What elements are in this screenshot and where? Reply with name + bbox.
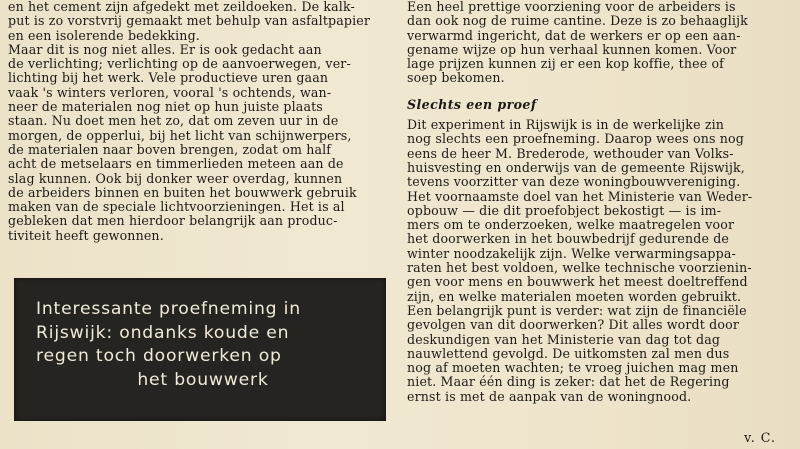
callout-headline [36, 298, 370, 392]
callout-line: het bouwwerk [137, 369, 269, 390]
text-line: slag kunnen. Ook bij donker weer overdag, kunnen [8, 170, 343, 186]
text-line: opbouw — die dit proefobject bekostigt — is im- [407, 202, 722, 218]
left-paragraph-2 [8, 43, 380, 243]
text-line: en een isolerende bedekking. [8, 27, 200, 43]
text-line: de materialen naar boven brengen, zodat om half [8, 141, 332, 157]
text-line: lichting bij het werk. Vele productieve uren gaan [8, 70, 329, 86]
text-line: vaak 's winters verloren, vooral 's ochtends, wan- [8, 84, 332, 100]
text-line: eens de heer M. Brederode, wethouder van Volks- [407, 145, 734, 161]
text-line: morgen, de opperlui, bij het licht van schijnwerpers, [8, 127, 352, 143]
text-line: het doorwerken in het bouwbedrijf gedurende de [407, 231, 730, 247]
text-line: acht de metselaars en timmerlieden meteen aan de [8, 156, 344, 172]
right-paragraph-1 [407, 0, 787, 86]
text-line: lage prijzen kunnen zij er een kop koffie, thee of [407, 56, 724, 72]
section-subheading: Slechts een proef [407, 96, 537, 112]
text-line: gevolgen van dit doorwerken? Dit alles wordt door [407, 317, 739, 333]
right-column [407, 0, 787, 404]
text-line: staan. Nu doet men het zo, dat om zeven uur in de [8, 113, 339, 129]
text-line: ernst is met de aanpak van de woningnood. [407, 388, 692, 404]
text-line: en het cement zijn afgedekt met zeildoeken. De kalk- [8, 0, 355, 14]
text-line: neer de materialen nog niet op hun juiste plaats [8, 99, 323, 115]
text-line: huisvesting en onderwijs van de gemeente Rijswijk, [407, 159, 745, 175]
text-line: Het voornaamste doel van het Ministerie van Weder- [407, 188, 753, 204]
callout-box [14, 278, 386, 421]
text-line: put is zo vorstvrij gemaakt met behulp van asfaltpapier [8, 13, 371, 29]
text-line: deskundigen van het Ministerie van dag tot dag [407, 331, 721, 347]
text-line: tiviteit heeft gewonnen. [8, 227, 164, 243]
text-line: Maar dit is nog niet alles. Er is ook gedacht aan [8, 41, 322, 57]
text-line: gen voor mens en bouwwerk het meest doeltreffend [407, 274, 748, 290]
text-line: Dit experiment in Rijswijk is in de werkelijke zin [407, 117, 725, 133]
text-line: dan ook nog de ruime cantine. Deze is zo behaaglijk [407, 13, 748, 29]
text-line: verwarmd ingericht, dat de werkers er op een aan- [407, 27, 741, 43]
author-signature: v. C. [744, 430, 776, 445]
text-line: nog slechts een proefneming. Daarop wees ons nog [407, 131, 744, 147]
text-line: Een belangrijk punt is verder: wat zijn de financiële [407, 302, 747, 318]
text-line: winter noodzakelijk zijn. Welke verwarmingsappa- [407, 245, 736, 261]
text-line: tevens voorzitter van deze woningbouwvereniging. [407, 174, 741, 190]
text-line: nog af moeten wachten; te vroeg juichen mag men [407, 360, 739, 376]
text-line: gename wijze op hun verhaal kunnen komen. Voor [407, 41, 737, 57]
callout-line: regen toch doorwerken op [36, 346, 282, 366]
left-column [8, 0, 380, 243]
text-line: de verlichting; verlichting op de aanvoerwegen, ver- [8, 56, 351, 72]
text-line: niet. Maar één ding is zeker: dat het de Regering [407, 374, 730, 390]
text-line: mers om te onderzoeken, welke maatregelen voor [407, 217, 735, 233]
right-paragraph-2 [407, 118, 787, 404]
callout-line: Rijswijk: ondanks koude en [36, 322, 290, 343]
text-line: gebleken dat men hierdoor belangrijk aan produc- [8, 213, 338, 229]
text-line: raten het best voldoen, welke technische voorzienin- [407, 260, 752, 276]
text-line: soep bekomen. [407, 70, 505, 86]
text-line: de arbeiders binnen en buiten het bouwwerk gebruik [8, 184, 357, 200]
callout-line: Interessante proefneming in [36, 299, 301, 319]
text-line: maken van de speciale lichtvoorzieningen. Het is al [8, 199, 345, 215]
text-line: Een heel prettige voorziening voor de arbeiders is [407, 0, 736, 14]
text-line: zijn, en welke materialen moeten worden gebruikt. [407, 288, 742, 304]
left-paragraph-1 [8, 0, 380, 43]
text-line: nauwlettend gevolgd. De uitkomsten zal men dus [407, 345, 730, 361]
